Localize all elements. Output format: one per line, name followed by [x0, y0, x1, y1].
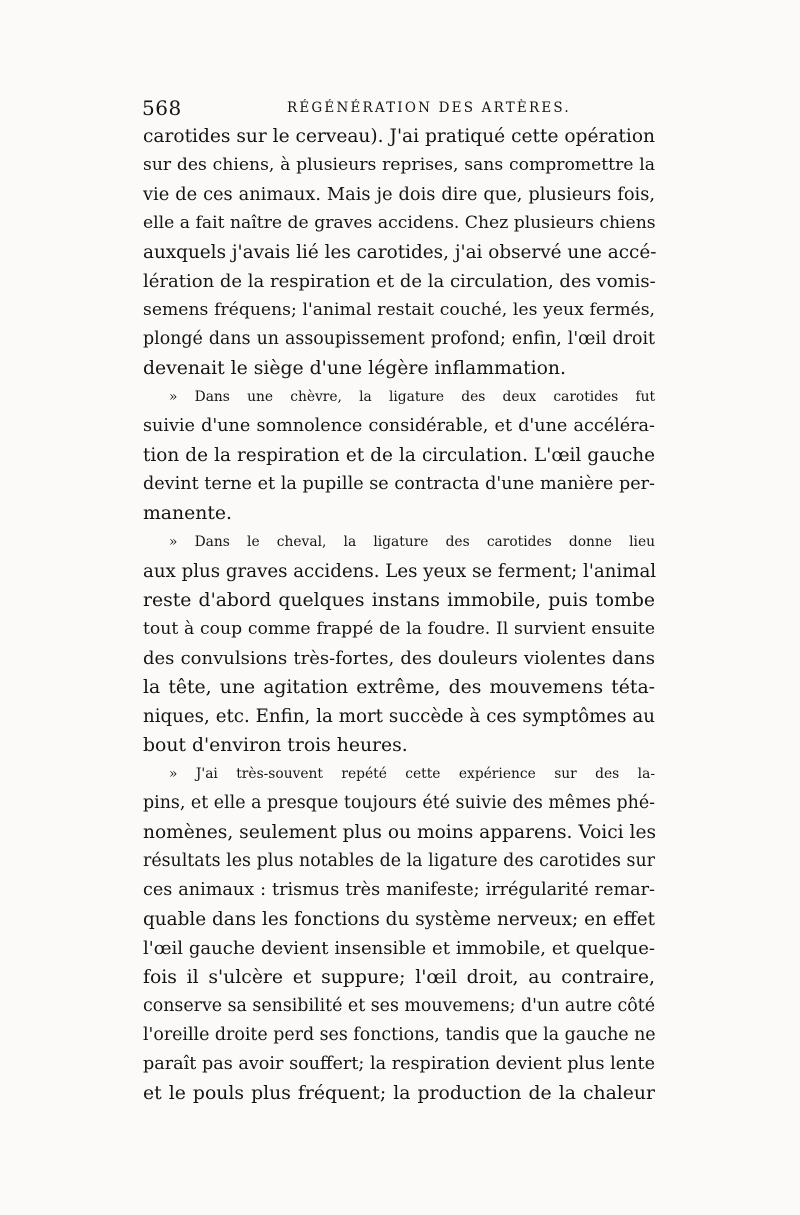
text-line: plongé dans un assoupissement profond; enfin, l'œil droit	[143, 329, 655, 349]
text-line: bout d'environ trois heures.	[143, 735, 408, 756]
text-line: elle a fait naître de graves accidens. Chez plusieurs chiens	[143, 213, 656, 233]
body-text	[143, 122, 655, 1108]
text-line: semens fréquens; l'animal restait couché, les yeux fermés,	[143, 300, 655, 320]
text-line: ces animaux : trismus très manifeste; irrégularité remar-	[143, 880, 655, 900]
text-line: carotides sur le cerveau). J'ai pratiqué cette opération	[143, 126, 656, 147]
text-line: l'oreille droite perd ses fonctions, tandis que la gauche ne	[143, 1025, 656, 1045]
text-line: paraît pas avoir souffert; la respiration devient plus lente	[143, 1054, 655, 1074]
text-line: » Dans une chèvre, la ligature des deux carotides fut	[169, 389, 655, 405]
text-line: » Dans le cheval, la ligature des carotides donne lieu	[169, 534, 655, 550]
text-line: et le pouls plus fréquent; la production de la chaleur	[143, 1083, 655, 1104]
text-line: devenait le siège d'une légère inflammation.	[143, 358, 566, 379]
text-line: conserve sa sensibilité et ses mouvemens; d'un autre côté	[143, 996, 656, 1016]
text-line: résultats les plus notables de la ligature des carotides sur	[143, 851, 655, 871]
page-header	[142, 96, 662, 120]
text-line: nomènes, seulement plus ou moins apparens. Voici les	[143, 822, 656, 843]
text-line: sur des chiens, à plusieurs reprises, sans compromettre la	[143, 155, 655, 175]
text-line: l'œil gauche devient insensible et immobile, et quelque-	[143, 938, 655, 959]
text-line: lération de la respiration et de la circulation, des vomis-	[143, 271, 656, 292]
text-line: tion de la respiration et de la circulation. L'œil gauche	[143, 445, 655, 466]
running-title: RÉGÉNÉRATION DES ARTÈRES.	[287, 100, 571, 116]
text-line: reste d'abord quelques instans immobile, puis tombe	[143, 590, 655, 611]
text-line: la tête, une agitation extrême, des mouvemens téta-	[143, 677, 655, 698]
text-line: des convulsions très-fortes, des douleurs violentes dans	[143, 648, 655, 669]
text-line: vie de ces animaux. Mais je dois dire que, plusieurs fois,	[143, 184, 655, 205]
text-line: devint terne et la pupille se contracta d'une manière per-	[143, 474, 655, 494]
text-line: niques, etc. Enfin, la mort succède à ces symptômes au	[143, 706, 655, 727]
text-line: fois il s'ulcère et suppure; l'œil droit, au contraire,	[143, 967, 655, 988]
text-line: » J'ai très-souvent repété cette expérience sur des la-	[169, 766, 655, 782]
text-line: manente.	[143, 503, 232, 524]
text-line: aux plus graves accidens. Les yeux se ferment; l'animal	[143, 561, 657, 582]
text-line: auxquels j'avais lié les carotides, j'ai observé une accé-	[143, 242, 657, 263]
text-line: suivie d'une somnolence considérable, et d'une accéléra-	[143, 416, 655, 436]
text-line: quable dans les fonctions du système nerveux; en effet	[143, 909, 655, 930]
text-line: pins, et elle a presque toujours été suivie des mêmes phé-	[143, 793, 655, 813]
page-number: 568	[142, 96, 182, 120]
text-line: tout à coup comme frappé de la foudre. Il survient ensuite	[143, 619, 655, 639]
